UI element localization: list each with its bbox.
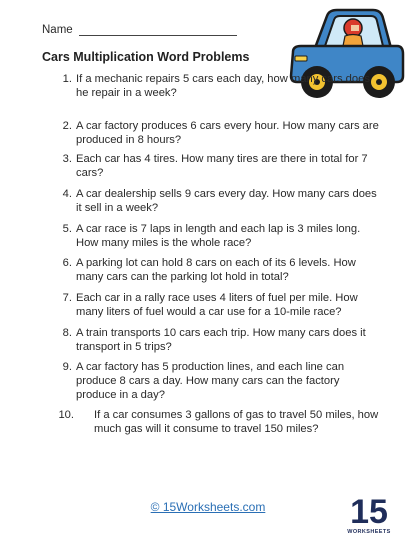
name-row — [42, 24, 237, 36]
problem-text: A car race is 7 laps in length and each lap is 3 miles long. How many miles is the whole race? — [76, 223, 361, 249]
problem-item — [60, 119, 380, 147]
name-label: Name — [42, 24, 73, 36]
problem-text: A car factory has 5 production lines, and each line can produce 8 cars a day. How many cars can the factory produce in a day? — [76, 361, 345, 401]
footer-link[interactable]: © 15Worksheets.com — [150, 500, 266, 514]
problem-item — [60, 326, 380, 354]
worksheet-title: Cars Multiplication Word Problems — [42, 50, 250, 64]
problem-number: 2. — [62, 120, 72, 132]
problem-text: A car dealership sells 9 cars every day. How many cars does it sell in a week? — [76, 188, 377, 214]
problem-number: 1. — [62, 73, 72, 85]
problem-item — [60, 152, 380, 180]
problem-text: Each car in a rally race uses 4 liters of fuel per mile. How many liters of fuel would a car use for a 10-mile race? — [76, 292, 358, 318]
problem-number: 6. — [62, 257, 72, 269]
problem-text: A train transports 10 cars each trip. How many cars does it transport in 5 trips? — [76, 327, 366, 353]
problem-number: 5. — [62, 223, 72, 235]
problem-item — [60, 408, 380, 436]
problem-text: If a mechanic repairs 5 cars each day, how many cars does he repair in a week? — [76, 73, 370, 99]
problem-item — [60, 256, 380, 284]
problem-item — [60, 187, 380, 215]
problem-number: 4. — [62, 188, 72, 200]
logo-number: 15 — [350, 493, 388, 531]
problem-number: 9. — [62, 361, 72, 373]
worksheets-logo — [346, 492, 392, 536]
name-line — [79, 24, 237, 36]
problem-item — [60, 72, 380, 100]
problem-item — [60, 222, 380, 250]
logo-caption: WORKSHEETS — [347, 529, 391, 535]
problem-text: A parking lot can hold 8 cars on each of its 6 levels. How many cars can the parking lot hold in total? — [76, 257, 356, 283]
problem-item — [60, 291, 380, 319]
problem-item — [60, 360, 380, 402]
problem-number: 8. — [62, 327, 72, 339]
problem-text: A car factory produces 6 cars every hour. How many cars are produced in 8 hours? — [76, 120, 379, 146]
problem-number: 7. — [62, 292, 72, 304]
problem-number: 10. — [58, 409, 74, 421]
problem-text: Each car has 4 tires. How many tires are there in total for 7 cars? — [76, 153, 368, 179]
problem-text: If a car consumes 3 gallons of gas to travel 50 miles, how much gas will it consume to travel 150 miles? — [94, 409, 379, 435]
problem-number: 3. — [62, 153, 72, 165]
